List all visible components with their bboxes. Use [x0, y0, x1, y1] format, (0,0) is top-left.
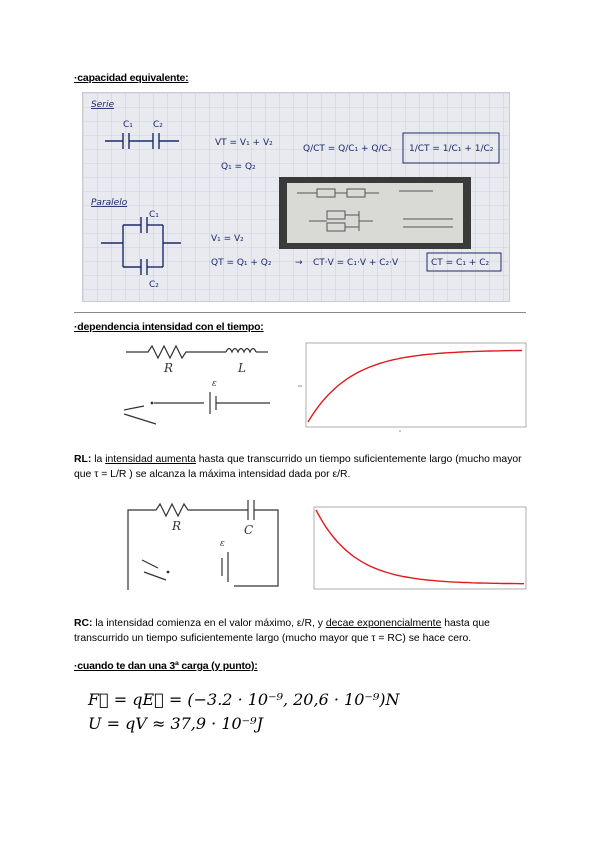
- serie-eq-voltage: VT = V₁ + V₂: [215, 138, 273, 148]
- heading-tercera-carga: ·cuando te dan una 3ª carga (y punto):: [74, 660, 258, 672]
- serie-c1-label: C₁: [123, 120, 133, 130]
- heading-capacidad-equivalente: ·capacidad equivalente:: [74, 72, 189, 84]
- rc-circuit-diagram: [122, 500, 282, 594]
- paralelo-eq-charge: QT = Q₁ + Q₂: [211, 258, 272, 268]
- serie-eq-charge: Q₁ = Q₂: [221, 162, 256, 172]
- rc-description: RC: la intensidad comienza en el valor máximo, ε/R, y decae exponencialmente hasta que transcurrido un tiempo suficientemente largo (mucho mayor que τ = RC) se hace cero.: [74, 618, 490, 644]
- formula-force: F⃗ = qE⃗ = (−3.2 · 10⁻⁹, 20,6 · 10⁻⁹)N: [88, 690, 400, 709]
- handwritten-notes-photo: [82, 92, 510, 302]
- rc-current-graph: [306, 506, 528, 592]
- paralelo-label: Paralelo: [91, 198, 128, 208]
- serie-c2-label: C₂: [153, 120, 163, 130]
- paralelo-c1-label: C₁: [149, 210, 159, 220]
- rc-emphasis: decae exponencialmente: [325, 618, 442, 629]
- paralelo-eq-voltage: V₁ = V₂: [211, 234, 244, 244]
- rl-label: RL:: [74, 454, 92, 465]
- serie-eq-result: 1/CT = 1/C₁ + 1/C₂: [409, 144, 494, 154]
- heading-dependencia-intensidad: ·dependencia intensidad con el tiempo:: [74, 321, 264, 333]
- svg-text:→: →: [295, 258, 303, 268]
- paralelo-eq-cv: CT·V = C₁·V + C₂·V: [313, 258, 399, 268]
- serie-eq-q: Q/CT = Q/C₁ + Q/C₂: [303, 144, 392, 154]
- rc-label: RC:: [74, 618, 93, 629]
- rc-capacitor-label: C: [244, 523, 254, 537]
- notes-drawing: [83, 93, 509, 301]
- rl-circuit-diagram: [118, 340, 278, 432]
- rl-resistor-label: R: [164, 361, 174, 375]
- serie-label: Serie: [91, 100, 114, 110]
- rl-emphasis: intensidad aumenta: [105, 454, 196, 465]
- paralelo-c2-label: C₂: [149, 280, 159, 290]
- paralelo-eq-result: CT = C₁ + C₂: [431, 258, 490, 268]
- rc-resistor-label: R: [172, 519, 182, 533]
- formula-energy: U = qV ≈ 37,9 · 10⁻⁹J: [88, 714, 263, 733]
- rl-inductor-label: L: [238, 361, 246, 375]
- rc-emf-label: ε: [220, 539, 225, 549]
- inset-sketch: [279, 177, 471, 249]
- section-divider: [74, 312, 526, 313]
- rl-current-graph: [296, 342, 528, 432]
- rl-emf-label: ε: [212, 379, 217, 389]
- rl-description: RL: la intensidad aumenta hasta que transcurrido un tiempo suficientemente largo (mucho mayor que τ = L/R ) se alcanza la máxima intensidad dada por ε/R.: [74, 454, 522, 480]
